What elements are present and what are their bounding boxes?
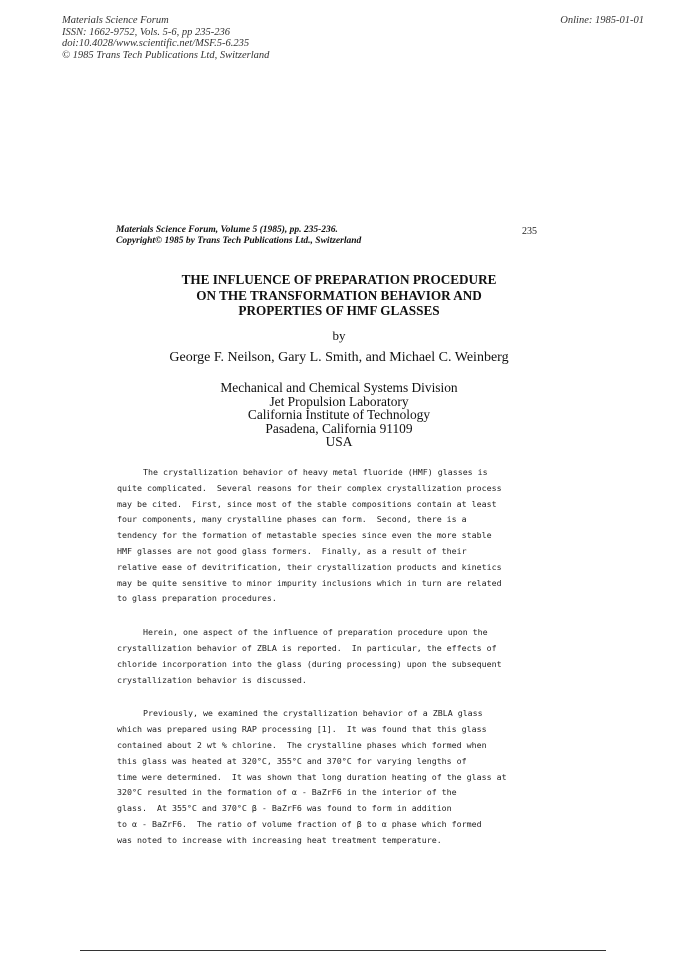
text-line: crystallization behavior is discussed. bbox=[117, 674, 307, 685]
author-list: George F. Neilson, Gary L. Smith, and Michael C. Weinberg bbox=[169, 350, 509, 365]
header-line: © 1985 Trans Tech Publications Ltd, Switzerland bbox=[62, 49, 270, 61]
affiliation-line: Mechanical and Chemical Systems Division bbox=[220, 380, 458, 395]
journal-ref-line: Materials Science Forum, Volume 5 (1985), pp. 235-236. bbox=[116, 225, 338, 235]
title-line: ON THE TRANSFORMATION BEHAVIOR AND bbox=[196, 287, 482, 303]
text-line: was noted to increase with increasing heat treatment temperature. bbox=[117, 834, 442, 845]
by-label: by bbox=[332, 328, 346, 343]
affiliation-line: California Institute of Technology bbox=[247, 407, 431, 422]
text-line: crystallization behavior of ZBLA is reported. In particular, the effects of bbox=[117, 642, 497, 653]
affiliation-line: Pasadena, California 91109 bbox=[265, 420, 413, 436]
footer-rule bbox=[80, 950, 606, 951]
journal-reference bbox=[116, 225, 361, 247]
paragraph bbox=[117, 706, 557, 848]
paragraph bbox=[117, 625, 557, 688]
paragraph bbox=[117, 465, 557, 607]
text-line: Herein, one aspect of the influence of preparation procedure upon the bbox=[143, 627, 488, 638]
online-date: Online: 1985-01-01 bbox=[560, 15, 644, 26]
title-line: PROPERTIES OF HMF GLASSES bbox=[238, 303, 440, 318]
title-line: THE INFLUENCE OF PREPARATION PROCEDURE bbox=[181, 272, 497, 287]
text-line: may be quite sensitive to minor impurity inclusions which in turn are related bbox=[117, 577, 502, 588]
text-line: HMF glasses are not good glass formers. Finally, as a result of their bbox=[117, 545, 467, 556]
citation-header bbox=[62, 15, 269, 61]
paper-title bbox=[0, 272, 678, 319]
text-line: The crystallization behavior of heavy metal fluoride (HMF) glasses is bbox=[143, 467, 488, 477]
page-number: 235 bbox=[522, 226, 537, 237]
text-line: to glass preparation procedures. bbox=[117, 593, 277, 604]
text-line: chloride incorporation into the glass (during processing) upon the subsequent bbox=[117, 658, 502, 669]
text-line: relative ease of devitrification, their crystallization products and kinetics bbox=[117, 561, 502, 572]
text-line: this glass was heated at 320°C, 355°C and 370°C for varying lengths of bbox=[117, 755, 467, 766]
text-line: glass. At 355°C and 370°C β - BaZrF6 was found to form in addition bbox=[117, 803, 452, 814]
text-line: four components, many crystalline phases can form. Second, there is a bbox=[117, 514, 467, 525]
header-line: ISSN: 1662-9752, Vols. 5-6, pp 235-236 bbox=[62, 26, 230, 38]
text-line: tendency for the formation of metastable species since even the more stable bbox=[117, 530, 492, 541]
body-text bbox=[117, 465, 557, 849]
text-line: contained about 2 wt % chlorine. The crystalline phases which formed when bbox=[117, 739, 487, 750]
header-line: Materials Science Forum bbox=[62, 15, 169, 26]
text-line: time were determined. It was shown that long duration heating of the glass at bbox=[117, 771, 507, 782]
affiliation bbox=[0, 381, 678, 449]
text-line: may be cited. First, since most of the stable compositions contain at least bbox=[117, 498, 497, 509]
copyright-line: Copyright© 1985 by Trans Tech Publications Ltd., Switzerland bbox=[116, 236, 362, 246]
affiliation-line: Jet Propulsion Laboratory bbox=[269, 393, 409, 409]
text-line: quite complicated. Several reasons for their complex crystallization process bbox=[117, 482, 502, 493]
affiliation-line: USA bbox=[325, 434, 353, 449]
text-line: 320°C resulted in the formation of α - BaZrF6 in the interior of the bbox=[117, 787, 457, 798]
text-line: to α - BaZrF6. The ratio of volume fraction of β to α phase which formed bbox=[117, 818, 482, 829]
text-line: which was prepared using RAP processing [1]. It was found that this glass bbox=[117, 724, 487, 735]
header-line: doi:10.4028/www.scientific.net/MSF.5-6.235 bbox=[62, 38, 250, 49]
text-line: Previously, we examined the crystallization behavior of a ZBLA glass bbox=[143, 708, 483, 719]
